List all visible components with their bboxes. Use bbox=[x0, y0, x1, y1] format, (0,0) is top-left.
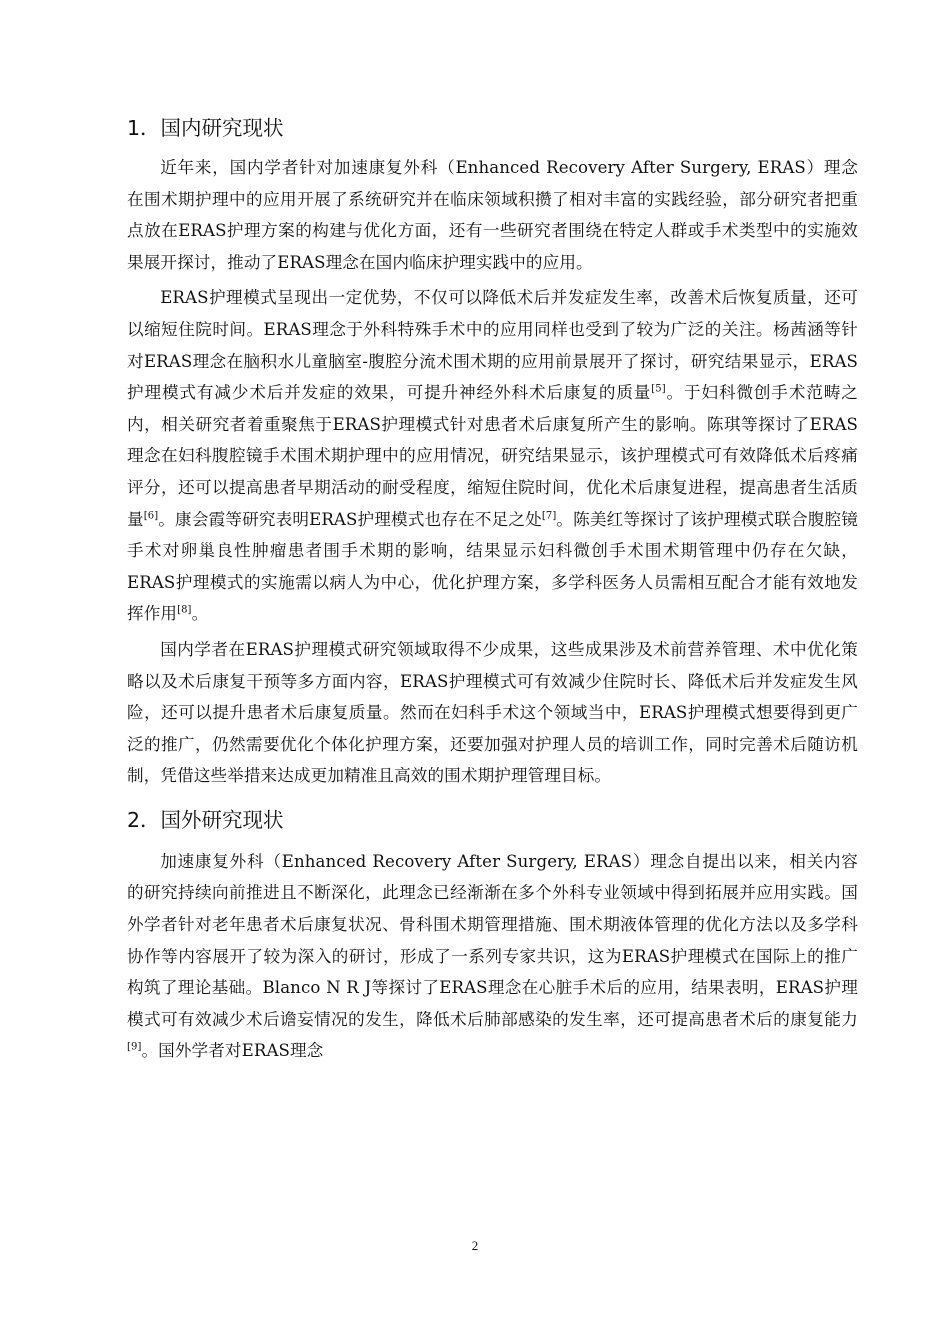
citation-ref: [9] bbox=[127, 1041, 142, 1053]
paragraph-text: 。国外学者对ERAS理念 bbox=[141, 1041, 324, 1061]
paragraph bbox=[127, 634, 858, 792]
citation-ref: [5] bbox=[651, 383, 666, 395]
citation-ref: [7] bbox=[541, 510, 557, 521]
paragraph-text: 。于妇科微创手术范畴之内，相关研究者着重聚焦于ERAS护理模式针对患者术后康复所产生的影响。陈琪等探讨了ERAS理念在妇科腹腔镜手术围术期护理中的应用情况，研究结果显示，该护理模式可有效降低术后疼痛评分，还可以提高患者早期活动的耐受程度，缩短住院时间，优化术后康复进程，提高患者生活质量 bbox=[127, 383, 859, 529]
page-number: 2 bbox=[471, 1238, 479, 1253]
paragraph-text: 近年来，国内学者针对加速康复外科（Enhanced Recovery After Surgery, ERAS）理念在围术期护理中的应用开展了系统研究并在临床领域积攒了相对丰富的实践经验，部分研究者把重点放在ERAS护理方案的构建与优化方面，还有一些研究者围绕在特定人群或手术类型中的实施效果展开探讨，推动了ERAS理念在国内临床护理实践中的应用。 bbox=[127, 158, 858, 272]
citation-ref: [8] bbox=[177, 604, 192, 616]
paragraph-text: 。 bbox=[191, 604, 209, 624]
paragraph-text: ERAS护理模式呈现出一定优势，不仅可以降低术后并发症发生率，改善术后恢复质量，还可以缩短住院时间。ERAS理念于外科特殊手术中的应用同样也受到了较为广泛的关注。杨茜涵等针对ERAS理念在脑积水儿童脑室-腹腔分流术围术期的应用前景展开了探讨，研究结果显示，ERAS护理模式有减少术后并发症的效果，可提升神经外科术后康复的质量 bbox=[127, 288, 858, 403]
paragraph bbox=[127, 282, 858, 630]
paragraph bbox=[127, 846, 858, 1067]
section-heading-domestic: 1．国内研究现状 bbox=[127, 116, 284, 140]
paragraph-text: 。陈美红等探讨了该护理模式联合腹腔镜手术对卵巢良性肿瘤患者围手术期的影响，结果显示妇科微创手术围术期管理中仍存在欠缺，ERAS护理模式的实施需以病人为中心，优化护理方案，多学科医务人员需相互配合才能有效地发挥作用 bbox=[127, 509, 858, 624]
citation-ref: [6] bbox=[143, 510, 159, 521]
paragraph-text: 加速康复外科（Enhanced Recovery After Surgery, ERAS）理念自提出以来，相关内容的研究持续向前推进且不断深化，此理念已经渐渐在多个外科专业领域中得到拓展并应用实践。国外学者针对老年患者术后康复状况、骨科围术期管理措施、围术期液体管理的优化方法以及多学科协作等内容展开了较为深入的研讨，形成了一系列专家共识，这为ERAS护理模式在国际上的推广构筑了理论基础。Blanco N R J等探讨了ERAS理念在心脏手术后的应用，结果表明，ERAS护理模式可有效减少术后谵妄情况的发生，降低术后肺部感染的发生率，还可提高患者术后的康复能力 bbox=[127, 851, 858, 1029]
page-content bbox=[127, 112, 858, 1071]
paragraph-text: 国内学者在ERAS护理模式研究领域取得不少成果，这些成果涉及术前营养管理、术中优化策略以及术后康复干预等多方面内容，ERAS护理模式可有效减少住院时长、降低术后并发症发生风险，还可以提升患者术后康复质量。然而在妇科手术这个领域当中，ERAS护理模式想要得到更广泛的推广，仍然需要优化个体化护理方案，还要加强对护理人员的培训工作，同时完善术后随访机制，凭借这些举措来达成更加精准且高效的围术期护理管理目标。 bbox=[127, 639, 858, 786]
paragraph-text: 。康会霞等研究表明ERAS护理模式也存在不足之处 bbox=[158, 509, 542, 529]
section-heading-foreign: 2．国外研究现状 bbox=[127, 807, 284, 832]
paragraph bbox=[127, 152, 858, 278]
